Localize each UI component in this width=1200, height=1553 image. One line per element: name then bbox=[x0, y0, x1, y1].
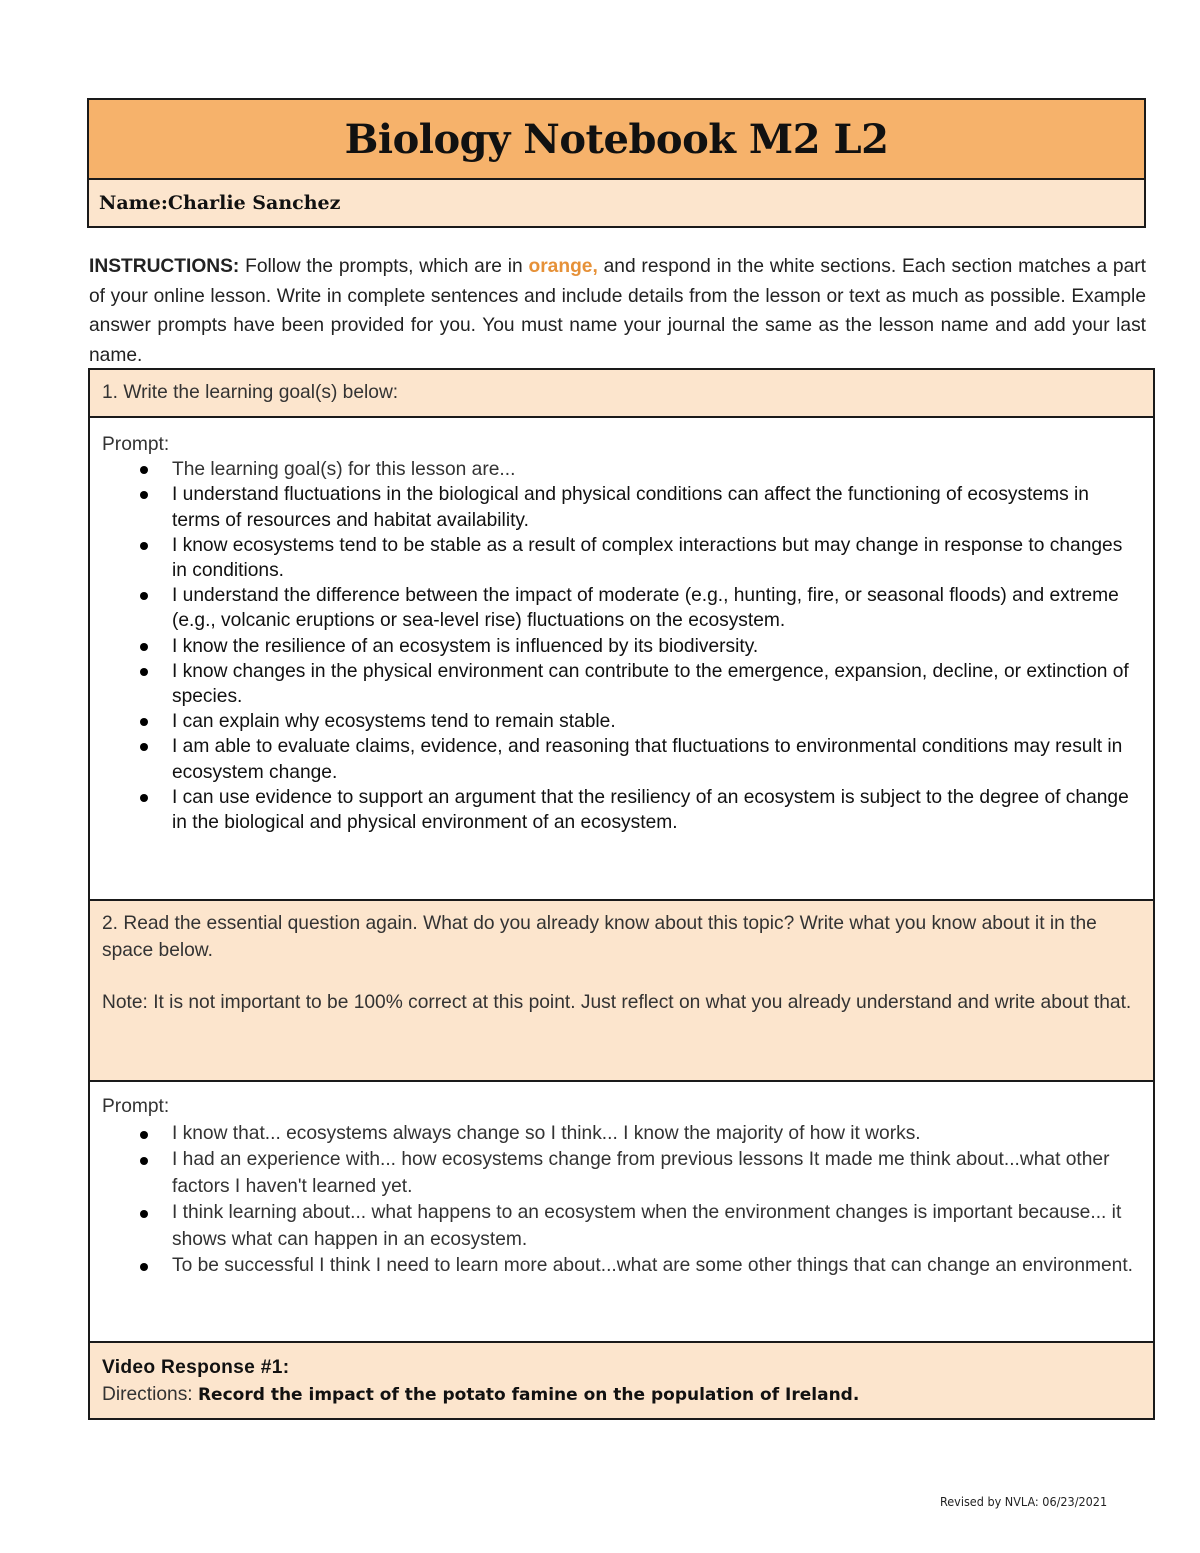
list-item: I can use evidence to support an argument that the resiliency of an ecosystem is subject to the degree of change in the biological and physical environment of an ecosystem. bbox=[102, 785, 1141, 835]
section2-response-cell[interactable] bbox=[90, 1082, 1153, 1343]
list-item: I had an experience with... how ecosystems change from previous lessons It made me think about...what other factors I haven't learned yet. bbox=[102, 1147, 1141, 1200]
learning-goals-list bbox=[102, 457, 1141, 835]
list-item: I can explain why ecosystems tend to remain stable. bbox=[102, 709, 1141, 734]
list-item: I know that... ecosystems always change so I think... I know the majority of how it works. bbox=[102, 1121, 1141, 1148]
section2-prompt-label: Prompt: bbox=[102, 1096, 170, 1117]
section1-prompt-label: Prompt: bbox=[102, 434, 170, 455]
directions-text: Record the impact of the potato famine on the population of Ireland. bbox=[197, 1384, 860, 1405]
instructions-lead: INSTRUCTIONS: bbox=[89, 256, 240, 277]
notebook-table bbox=[88, 368, 1155, 1420]
spacer bbox=[102, 964, 1141, 990]
section2-question: 2. Read the essential question again. What do you already know about this topic? Write what you know about it in the space below. bbox=[102, 913, 1097, 961]
list-item: I am able to evaluate claims, evidence, and reasoning that fluctuations to environmental conditions may result in ecosystem change. bbox=[102, 734, 1141, 784]
page-title: Biology Notebook M2 L2 bbox=[344, 115, 889, 163]
section2-note: Note: It is not important to be 100% correct at this point. Just reflect on what you already understand and write about that. bbox=[102, 992, 1132, 1013]
list-item: To be successful I think I need to learn more about...what are some other things that can change an environment. bbox=[102, 1253, 1141, 1280]
header-table bbox=[87, 98, 1146, 228]
name-value: Charlie Sanchez bbox=[167, 192, 341, 214]
section2-question-cell bbox=[90, 901, 1153, 1082]
name-row bbox=[89, 180, 1144, 226]
instructions-orange-word: orange, bbox=[528, 256, 598, 277]
section1-response-cell[interactable] bbox=[90, 418, 1153, 901]
list-item: The learning goal(s) for this lesson are... bbox=[102, 457, 1141, 482]
instructions-part1: Follow the prompts, which are in bbox=[239, 256, 529, 277]
list-item: I understand the difference between the impact of moderate (e.g., hunting, fire, or seasonal floods) and extreme (e.g., volcanic eruptions or sea-level rise) fluctuations on the ecosystem. bbox=[102, 583, 1141, 633]
list-item: I understand fluctuations in the biological and physical conditions can affect the functioning of ecosystems in terms of resources and habitat availability. bbox=[102, 482, 1141, 532]
name-label: Name: bbox=[99, 192, 168, 214]
revised-footer: Revised by NVLA: 06/23/2021 bbox=[940, 1494, 1108, 1509]
title-row bbox=[89, 100, 1144, 180]
directions-label: Directions: bbox=[102, 1383, 198, 1405]
list-item: I know the resilience of an ecosystem is influenced by its biodiversity. bbox=[102, 634, 1141, 659]
instructions-part2: and respond in the white sections. Each section matches a part of your online lesson. Write in complete sentences and include details from the lesson or text as much as possible. Example answer prompts have been provided for you. You must name your journal the same as the lesson name and add your last name. bbox=[89, 256, 1146, 366]
video-directions bbox=[102, 1382, 1141, 1409]
prior-knowledge-list bbox=[102, 1121, 1141, 1280]
section1-heading-cell bbox=[90, 370, 1153, 418]
list-item: I know changes in the physical environment can contribute to the emergence, expansion, decline, or extinction of species. bbox=[102, 659, 1141, 709]
list-item: I think learning about... what happens to an ecosystem when the environment changes is important because... it shows what can happen in an ecosystem. bbox=[102, 1200, 1141, 1253]
video-response-cell bbox=[90, 1343, 1153, 1418]
instructions-paragraph bbox=[89, 252, 1146, 370]
section1-heading: 1. Write the learning goal(s) below: bbox=[102, 382, 399, 403]
video-response-title: Video Response #1: bbox=[102, 1357, 290, 1378]
list-item: I know ecosystems tend to be stable as a result of complex interactions but may change in response to changes in conditions. bbox=[102, 533, 1141, 583]
